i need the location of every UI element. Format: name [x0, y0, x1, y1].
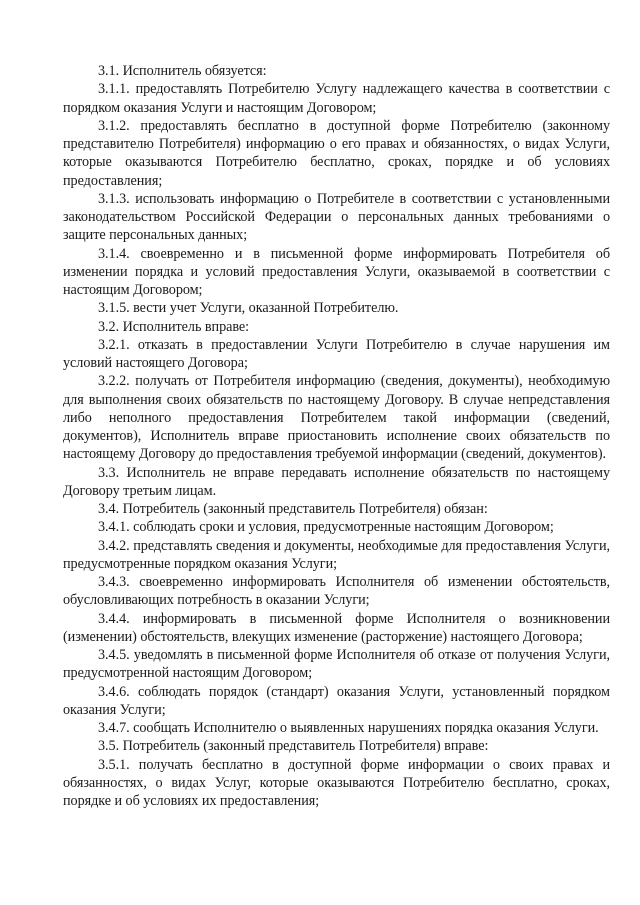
clause-3-3: 3.3. Исполнитель не вправе передавать исполнение обязательств по настоящему Договору третьим лицам.: [63, 464, 610, 499]
clause-3-1-3: 3.1.3. использовать информацию о Потребителе в соответствии с установленными законодательством Российской Федерации о персональных данных требованиями о защите персональных данных;: [63, 190, 610, 244]
clause-3-4-5: 3.4.5. уведомлять в письменной форме Исполнителя об отказе от получения Услуги, предусмотренной настоящим Договором;: [63, 647, 610, 682]
clause-3-2: 3.2. Исполнитель вправе:: [98, 318, 250, 335]
clause-3-4-6: 3.4.6. соблюдать порядок (стандарт) оказания Услуги, установленный порядком оказания Услуги;: [63, 683, 610, 718]
clause-3-4: 3.4. Потребитель (законный представитель Потребителя) обязан:: [98, 501, 488, 517]
clause-3-5-1: 3.5.1. получать бесплатно в доступной форме информации о своих правах и обязанностях, о видах Услуг, которые оказываются Потребителю бесплатно, сроках, порядке и об условиях их предоставления;: [63, 756, 610, 809]
clause-3-5: 3.5. Потребитель (законный представитель Потребителя) вправе:: [98, 738, 489, 755]
clause-3-1-2: 3.1.2. предоставлять бесплатно в доступной форме Потребителю (законному представителю Потребителя) информацию о его правах и обязанностях, о видах Услуги, которые оказываются Потребителю бесплатно, сроках, порядке и об условиях предоставления;: [63, 117, 610, 189]
clause-3-4-7: 3.4.7. сообщать Исполнителю о выявленных нарушениях порядка оказания Услуги.: [98, 720, 599, 736]
clause-3-4-2: 3.4.2. представлять сведения и документы, необходимые для предоставления Услуги, предусмотренные порядком оказания Услуги;: [63, 537, 610, 572]
clause-3-4-3: 3.4.3. своевременно информировать Исполнителя об изменении обстоятельств, обусловливающих потребность в оказании Услуги;: [63, 574, 610, 609]
clause-3-2-2: 3.2.2. получать от Потребителя информацию (сведения, документы), необходимую для выполнения своих обязательств по настоящему Договору. В случае непредставления либо неполного предоставления Потребителем такой информации (сведений, документов), Исполнитель вправе приостановить исполнение своих обязательств по настоящему Договору до предоставления требуемой информации (сведений, документов).: [63, 373, 610, 463]
clause-3-1-4: 3.1.4. своевременно и в письменной форме информировать Потребителя об изменении порядка и условий предоставления Услуги, оказываемой в соответствии с настоящим Договором;: [63, 245, 610, 298]
clause-3-1-5: 3.1.5. вести учет Услуги, оказанной Потребителю.: [98, 300, 399, 317]
clause-3-4-1: 3.4.1. соблюдать сроки и условия, предусмотренные настоящим Договором;: [98, 519, 554, 536]
clause-3-1: 3.1. Исполнитель обязуется:: [98, 63, 267, 79]
clause-3-4-4: 3.4.4. информировать в письменной форме Исполнителя о возникновении (изменении) обстоятельств, влекущих изменение (расторжение) настоящего Договора;: [63, 610, 610, 645]
document-body: [63, 62, 610, 810]
clause-3-1-1: 3.1.1. предоставлять Потребителю Услугу надлежащего качества в соответствии с порядком оказания Услуги и настоящим Договором;: [63, 81, 610, 116]
clause-3-2-1: 3.2.1. отказать в предоставлении Услуги Потребителю в случае нарушения им условий настоящего Договора;: [63, 336, 610, 371]
